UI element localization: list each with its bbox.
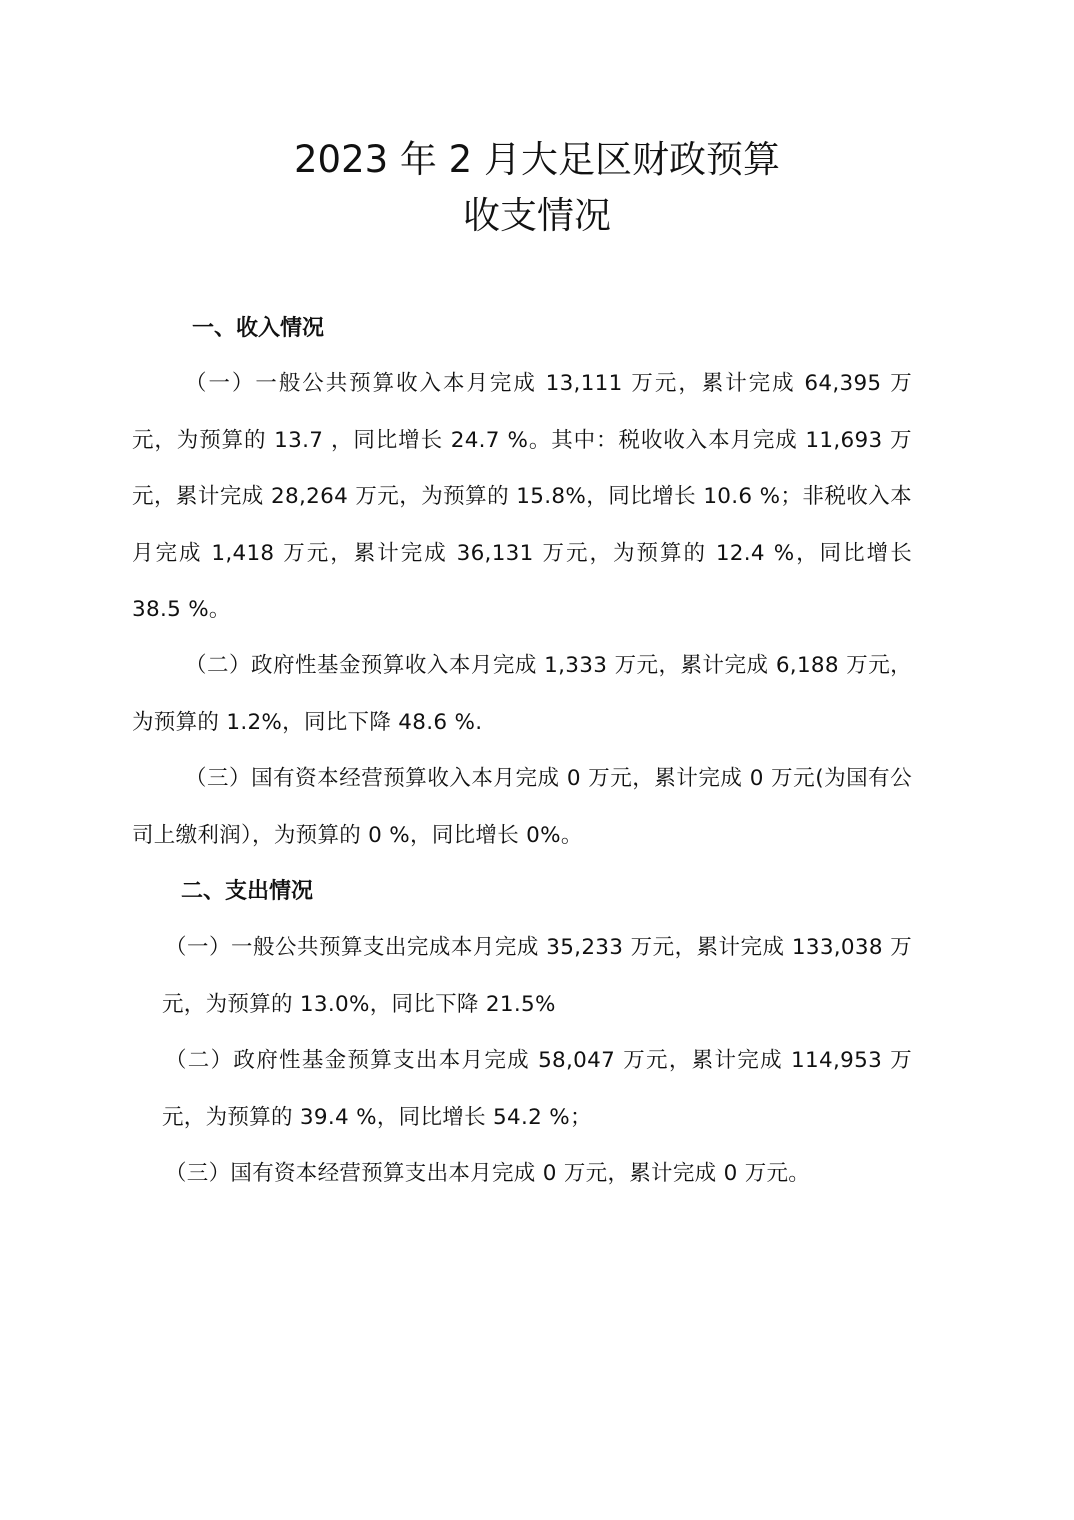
expense-government-fund-paragraph: （二）政府性基金预算支出本月完成 58,047 万元，累计完成 114,953 万元，为预算的 39.4 %，同比增长 54.2 %；: [162, 1048, 912, 1130]
expense-section-heading: 二、支出情况: [181, 879, 314, 904]
income-section-heading: 一、收入情况: [192, 316, 325, 341]
expense-state-capital-paragraph: （三）国有资本经营预算支出本月完成 0 万元，累计完成 0 万元。: [165, 1161, 811, 1186]
income-government-fund-paragraph: （二）政府性基金预算收入本月完成 1,333 万元，累计完成 6,188 万元，为预算的 1.2%，同比下降 48.6 %.: [132, 653, 912, 735]
income-state-capital-paragraph: （三）国有资本经营预算收入本月完成 0 万元，累计完成 0 万元(为国有公司上缴利润），为预算的 0 %，同比增长 0%。: [132, 766, 912, 848]
document-title: 2023 年 2 月大足区财政预算: [294, 138, 780, 181]
document-subtitle: 收支情况: [463, 194, 611, 237]
income-general-budget-paragraph: （一）一般公共预算收入本月完成 13,111 万元，累计完成 64,395 万元，为预算的 13.7 ，同比增长 24.7 %。其中：税收收入本月完成 11,693 万元，累计完成 28,264 万元，为预算的 15.8%，同比增长 10.6 %；非税收入本月完成 1,418 万元，累计完成 36,131 万元，为预算的 12.4 %，同比增长 38.5 %。: [132, 371, 912, 622]
expense-general-budget-paragraph: （一）一般公共预算支出完成本月完成 35,233 万元，累计完成 133,038 万元，为预算的 13.0%，同比下降 21.5%: [162, 935, 912, 1017]
